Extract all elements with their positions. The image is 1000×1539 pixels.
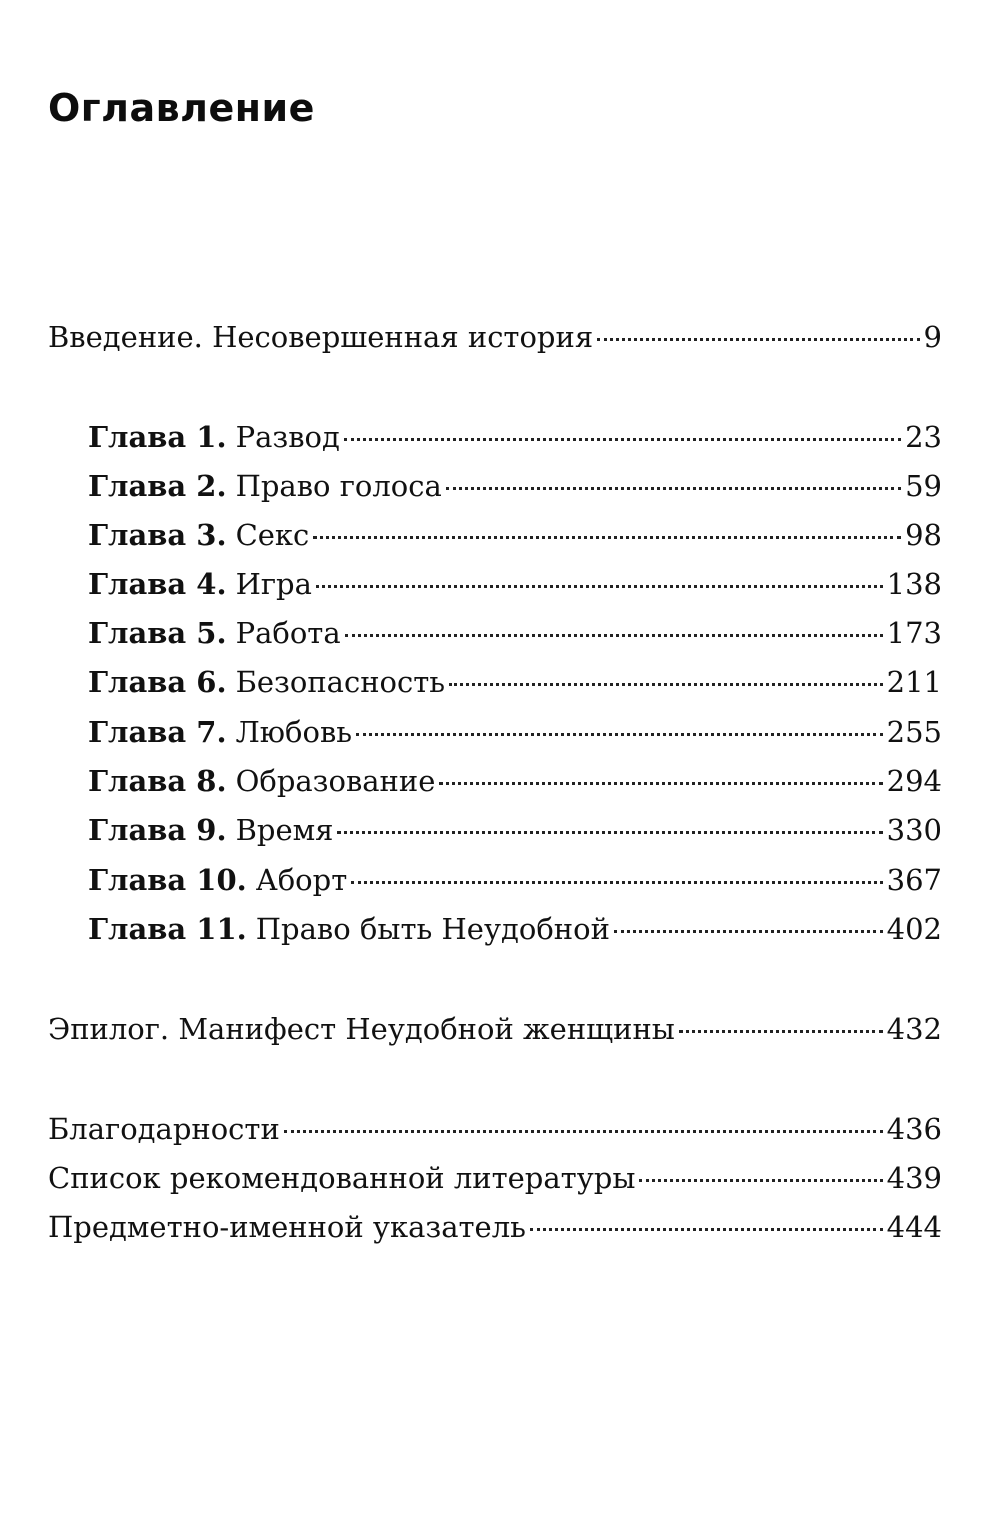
chapter-title: Время (235, 813, 334, 847)
entry-page-number: 330 (886, 813, 942, 847)
chapter-title: Аборт (255, 863, 348, 897)
chapter-number: Глава 11. (88, 912, 247, 946)
entry-label (88, 762, 435, 800)
chapter-title: Игра (235, 567, 312, 601)
dot-leader (351, 881, 882, 884)
toc-entry-index[interactable] (48, 1208, 942, 1246)
toc-entry-introduction[interactable] (48, 318, 942, 356)
dot-leader (313, 536, 901, 539)
dot-leader (344, 438, 901, 441)
chapter-title: Образование (235, 764, 436, 798)
toc-entry-recommended-reading[interactable] (48, 1159, 942, 1197)
toc-entry-chapter-7[interactable] (88, 713, 942, 751)
entry-label (88, 418, 340, 456)
chapter-title: Любовь (235, 715, 353, 749)
entry-page-number: 138 (886, 567, 942, 601)
entry-page-number: 294 (886, 764, 942, 798)
entry-label: Эпилог. Манифест Неудобной женщины (48, 1012, 675, 1046)
toc-entry-chapter-9[interactable] (88, 811, 942, 849)
entry-label (88, 614, 341, 652)
entry-page-number: 402 (886, 912, 942, 946)
chapter-title: Право голоса (235, 469, 442, 503)
dot-leader (345, 634, 883, 637)
toc-entry-chapter-8[interactable] (88, 762, 942, 800)
toc-entry-epilogue[interactable] (48, 1010, 942, 1048)
entry-page-number: 9 (923, 320, 942, 354)
entry-page-number: 439 (886, 1161, 942, 1195)
entry-page-number: 432 (886, 1012, 942, 1046)
entry-page-number: 211 (886, 665, 942, 699)
dot-leader (449, 683, 883, 686)
dot-leader (316, 585, 883, 588)
chapter-number: Глава 3. (88, 518, 227, 552)
chapter-number: Глава 9. (88, 813, 227, 847)
entry-page-number: 173 (886, 616, 942, 650)
chapter-number: Глава 5. (88, 616, 227, 650)
entry-page-number: 436 (886, 1112, 942, 1146)
chapter-title: Секс (235, 518, 310, 552)
chapter-number: Глава 2. (88, 469, 227, 503)
dot-leader (679, 1030, 883, 1033)
dot-leader (284, 1130, 883, 1133)
page-title: Оглавление (48, 86, 315, 130)
dot-leader (530, 1228, 883, 1231)
entry-page-number: 23 (905, 420, 942, 454)
entry-label (88, 861, 347, 899)
toc-entry-chapter-10[interactable] (88, 861, 942, 899)
toc-entry-chapter-5[interactable] (88, 614, 942, 652)
entry-page-number: 367 (886, 863, 942, 897)
chapter-title: Право быть Неудобной (255, 912, 610, 946)
entry-page-number: 255 (886, 715, 942, 749)
dot-leader (356, 733, 883, 736)
toc-entry-chapter-2[interactable] (88, 467, 942, 505)
entry-label: Благодарности (48, 1112, 280, 1146)
dot-leader (337, 831, 882, 834)
entry-label (88, 663, 445, 701)
chapter-number: Глава 7. (88, 715, 227, 749)
entry-label (88, 565, 312, 603)
dot-leader (597, 338, 919, 341)
entry-label (88, 467, 442, 505)
toc-entry-acknowledgements[interactable] (48, 1110, 942, 1148)
entry-label: Список рекомендованной литературы (48, 1161, 636, 1195)
entry-label: Введение. Несовершенная история (48, 320, 594, 354)
dot-leader (614, 930, 883, 933)
chapter-number: Глава 8. (88, 764, 227, 798)
toc-entry-chapter-4[interactable] (88, 565, 942, 603)
dot-leader (639, 1179, 882, 1182)
entry-label: Предметно-именной указатель (48, 1210, 526, 1244)
entry-label (88, 713, 352, 751)
toc-entry-chapter-11[interactable] (88, 910, 942, 948)
entry-page-number: 444 (886, 1210, 942, 1244)
chapter-number: Глава 1. (88, 420, 227, 454)
dot-leader (439, 782, 882, 785)
toc-entry-chapter-3[interactable] (88, 516, 942, 554)
entry-label (88, 811, 333, 849)
chapter-title: Безопасность (235, 665, 446, 699)
chapter-number: Глава 10. (88, 863, 247, 897)
entry-page-number: 98 (905, 518, 942, 552)
toc-entry-chapter-1[interactable] (88, 418, 942, 456)
entry-label (88, 516, 309, 554)
chapter-number: Глава 4. (88, 567, 227, 601)
dot-leader (446, 487, 901, 490)
chapter-title: Развод (235, 420, 340, 454)
entry-label (88, 910, 610, 948)
entry-page-number: 59 (905, 469, 942, 503)
toc-entry-chapter-6[interactable] (88, 663, 942, 701)
chapter-title: Работа (235, 616, 341, 650)
chapter-number: Глава 6. (88, 665, 227, 699)
